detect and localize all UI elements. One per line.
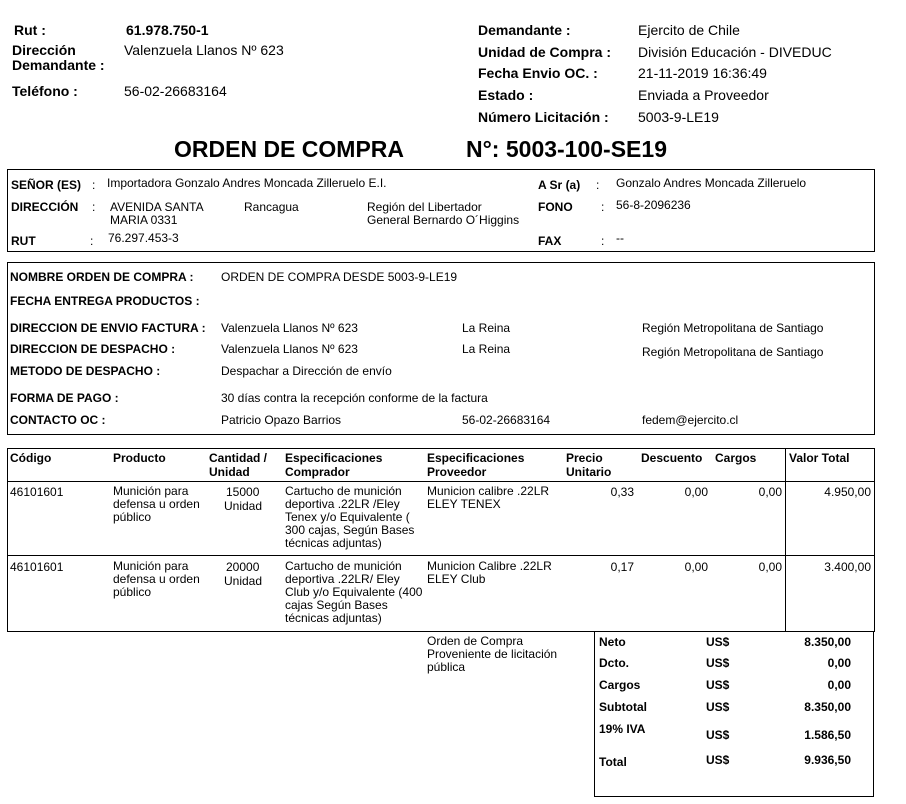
despacho-comuna: La Reina [462, 342, 511, 356]
row1-precio: 0,33 [610, 485, 634, 499]
valor-total-column-divider [785, 448, 786, 632]
totals-cargos-value: 0,00 [827, 678, 851, 692]
header-esp-proveedor-2: Proveedor [427, 465, 487, 479]
header-precio-2: Unitario [566, 465, 612, 479]
row1-producto: Munición para defensa u orden público [113, 484, 200, 524]
forma-pago-value: 30 días contra la recepción conforme de la factura [221, 391, 488, 405]
header-cantidad: Cantidad / [209, 451, 268, 465]
metodo-despacho-label: METODO DE DESPACHO : [10, 364, 161, 378]
direccion-line2: MARIA 0331 [110, 213, 178, 227]
asr-value: Gonzalo Andres Moncada Zilleruelo [616, 176, 807, 190]
table-row-divider [7, 555, 875, 556]
despacho-region: Región Metropolitana de Santiago [642, 345, 824, 359]
contacto-email: fedem@ejercito.cl [642, 413, 739, 427]
forma-pago-label: FORMA DE PAGO : [10, 391, 119, 405]
row2-esp-comprador: Cartucho de munición deportiva .22LR/ Eley Club y/o Equivalente (400 cajas Según Bases técnicas adjuntas) [285, 559, 423, 625]
origin-note: Orden de Compra Proveniente de licitación pública [427, 634, 558, 674]
rut-label: Rut : [14, 22, 46, 38]
totals-subtotal-value: 8.350,00 [804, 700, 851, 714]
table-header-divider [7, 481, 875, 482]
row1-esp-proveedor: Municion calibre .22LR ELEY TENEX [427, 484, 550, 511]
direccion-line1: AVENIDA SANTA [110, 200, 204, 214]
totals-dcto-value: 0,00 [827, 656, 851, 670]
fecha-entrega-label: FECHA ENTREGA PRODUCTOS : [10, 294, 200, 308]
totals-cargos-label: Cargos [599, 678, 641, 692]
header-valor-total: Valor Total [789, 451, 850, 465]
totals-subtotal-label: Subtotal [599, 700, 647, 714]
totals-neto-label: Neto [599, 635, 626, 649]
envio-factura-region: Región Metropolitana de Santiago [642, 321, 824, 335]
totals-cargos-currency: US$ [706, 678, 730, 692]
totals-neto-value: 8.350,00 [804, 635, 851, 649]
unidad-label: Unidad de Compra : [478, 44, 612, 60]
totals-total-label: Total [599, 755, 627, 769]
fecha-envio-value: 21-11-2019 16:36:49 [638, 65, 767, 81]
totals-iva-label: 19% IVA [599, 722, 646, 736]
direccion-supplier-label: DIRECCIÓN [11, 200, 79, 214]
fecha-envio-label: Fecha Envio OC. : [478, 65, 598, 81]
envio-factura-label: DIRECCION DE ENVIO FACTURA : [10, 321, 206, 335]
licitacion-label: Número Licitación : [478, 109, 609, 125]
rut-colon: : [90, 234, 94, 248]
senor-label: SEÑOR (ES) [11, 178, 82, 192]
rut-value: 61.978.750-1 [126, 22, 209, 38]
fono-label: FONO [538, 200, 573, 214]
fax-value: -- [616, 231, 624, 245]
row1-cantidad: 15000 [226, 485, 260, 499]
contacto-phone: 56-02-26683164 [462, 413, 551, 427]
row2-unidad: Unidad [224, 574, 263, 588]
telefono-label: Teléfono : [12, 83, 78, 99]
demandante-label: Demandante : [478, 22, 571, 38]
nombre-orden-value: ORDEN DE COMPRA DESDE 5003-9-LE19 [221, 270, 458, 284]
header-esp-comprador: Especificaciones [285, 451, 383, 465]
metodo-despacho-value: Despachar a Dirección de envío [221, 364, 392, 378]
supplier-rut-value: 76.297.453-3 [108, 231, 179, 245]
row1-esp-comprador: Cartucho de munición deportiva .22LR /Eley Tenex y/o Equivalente ( 300 cajas, Según Bases técnicas adjuntas) [285, 484, 415, 550]
row1-codigo: 46101601 [10, 485, 64, 499]
direccion-colon: : [92, 200, 96, 214]
supplier-rut-label: RUT [11, 234, 36, 248]
direccion-label: Dirección [12, 42, 76, 58]
page-title: ORDEN DE COMPRA [174, 136, 405, 162]
asr-label: A Sr (a) [538, 178, 581, 192]
row2-esp-proveedor: Municion Calibre .22LR ELEY Club [427, 559, 552, 586]
row2-valor-total: 3.400,00 [824, 560, 871, 574]
totals-subtotal-currency: US$ [706, 700, 730, 714]
envio-factura-value: Valenzuela Llanos Nº 623 [221, 321, 358, 335]
fono-colon: : [601, 200, 605, 214]
demandante-value: Ejercito de Chile [638, 22, 740, 38]
fax-label: FAX [538, 234, 562, 248]
nombre-orden-label: NOMBRE ORDEN DE COMPRA : [10, 270, 194, 284]
telefono-value: 56-02-26683164 [124, 83, 227, 99]
row2-codigo: 46101601 [10, 560, 64, 574]
senor-colon: : [92, 178, 96, 192]
row2-precio: 0,17 [610, 560, 634, 574]
row2-cargos: 0,00 [758, 560, 782, 574]
licitacion-value: 5003-9-LE19 [638, 109, 719, 125]
contacto-label: CONTACTO OC : [10, 413, 106, 427]
header-codigo: Código [10, 451, 52, 465]
totals-dcto-label: Dcto. [599, 656, 629, 670]
header-descuento: Descuento [641, 451, 703, 465]
fax-colon: : [601, 234, 605, 248]
supplier-region-2: General Bernardo O´Higgins [367, 213, 520, 227]
row2-producto: Munición para defensa u orden público [113, 559, 200, 599]
contacto-name: Patricio Opazo Barrios [221, 413, 342, 427]
row1-unidad: Unidad [224, 499, 263, 513]
totals-total-value: 9.936,50 [804, 753, 851, 767]
supplier-comuna: Rancagua [244, 200, 299, 214]
senor-value: Importadora Gonzalo Andres Moncada Zilleruelo E.I. [107, 176, 387, 190]
estado-value: Enviada a Proveedor [638, 87, 769, 103]
despacho-label: DIRECCION DE DESPACHO : [10, 342, 176, 356]
row2-descuento: 0,00 [684, 560, 708, 574]
direccion-value: Valenzuela Llanos Nº 623 [124, 42, 284, 58]
row1-descuento: 0,00 [684, 485, 708, 499]
order-number: N°: 5003-100-SE19 [466, 136, 667, 162]
envio-factura-comuna: La Reina [462, 321, 511, 335]
totals-total-currency: US$ [706, 753, 730, 767]
header-cargos: Cargos [715, 451, 757, 465]
estado-label: Estado : [478, 87, 534, 103]
header-esp-comprador-2: Comprador [285, 465, 350, 479]
row1-cargos: 0,00 [758, 485, 782, 499]
despacho-value: Valenzuela Llanos Nº 623 [221, 342, 358, 356]
asr-colon: : [596, 178, 600, 192]
header-esp-proveedor: Especificaciones [427, 451, 525, 465]
unidad-value: División Educación - DIVEDUC [638, 44, 832, 60]
totals-iva-value: 1.586,50 [804, 728, 851, 742]
supplier-region-1: Región del Libertador [367, 200, 482, 214]
row1-valor-total: 4.950,00 [824, 485, 871, 499]
totals-iva-currency: US$ [706, 728, 730, 742]
row2-cantidad: 20000 [226, 560, 260, 574]
header-producto: Producto [113, 451, 166, 465]
fono-value: 56-8-2096236 [616, 198, 691, 212]
header-unidad: Unidad [209, 465, 250, 479]
direccion-label-2: Demandante : [12, 57, 105, 73]
totals-dcto-currency: US$ [706, 656, 730, 670]
totals-neto-currency: US$ [706, 635, 730, 649]
header-precio: Precio [566, 451, 603, 465]
